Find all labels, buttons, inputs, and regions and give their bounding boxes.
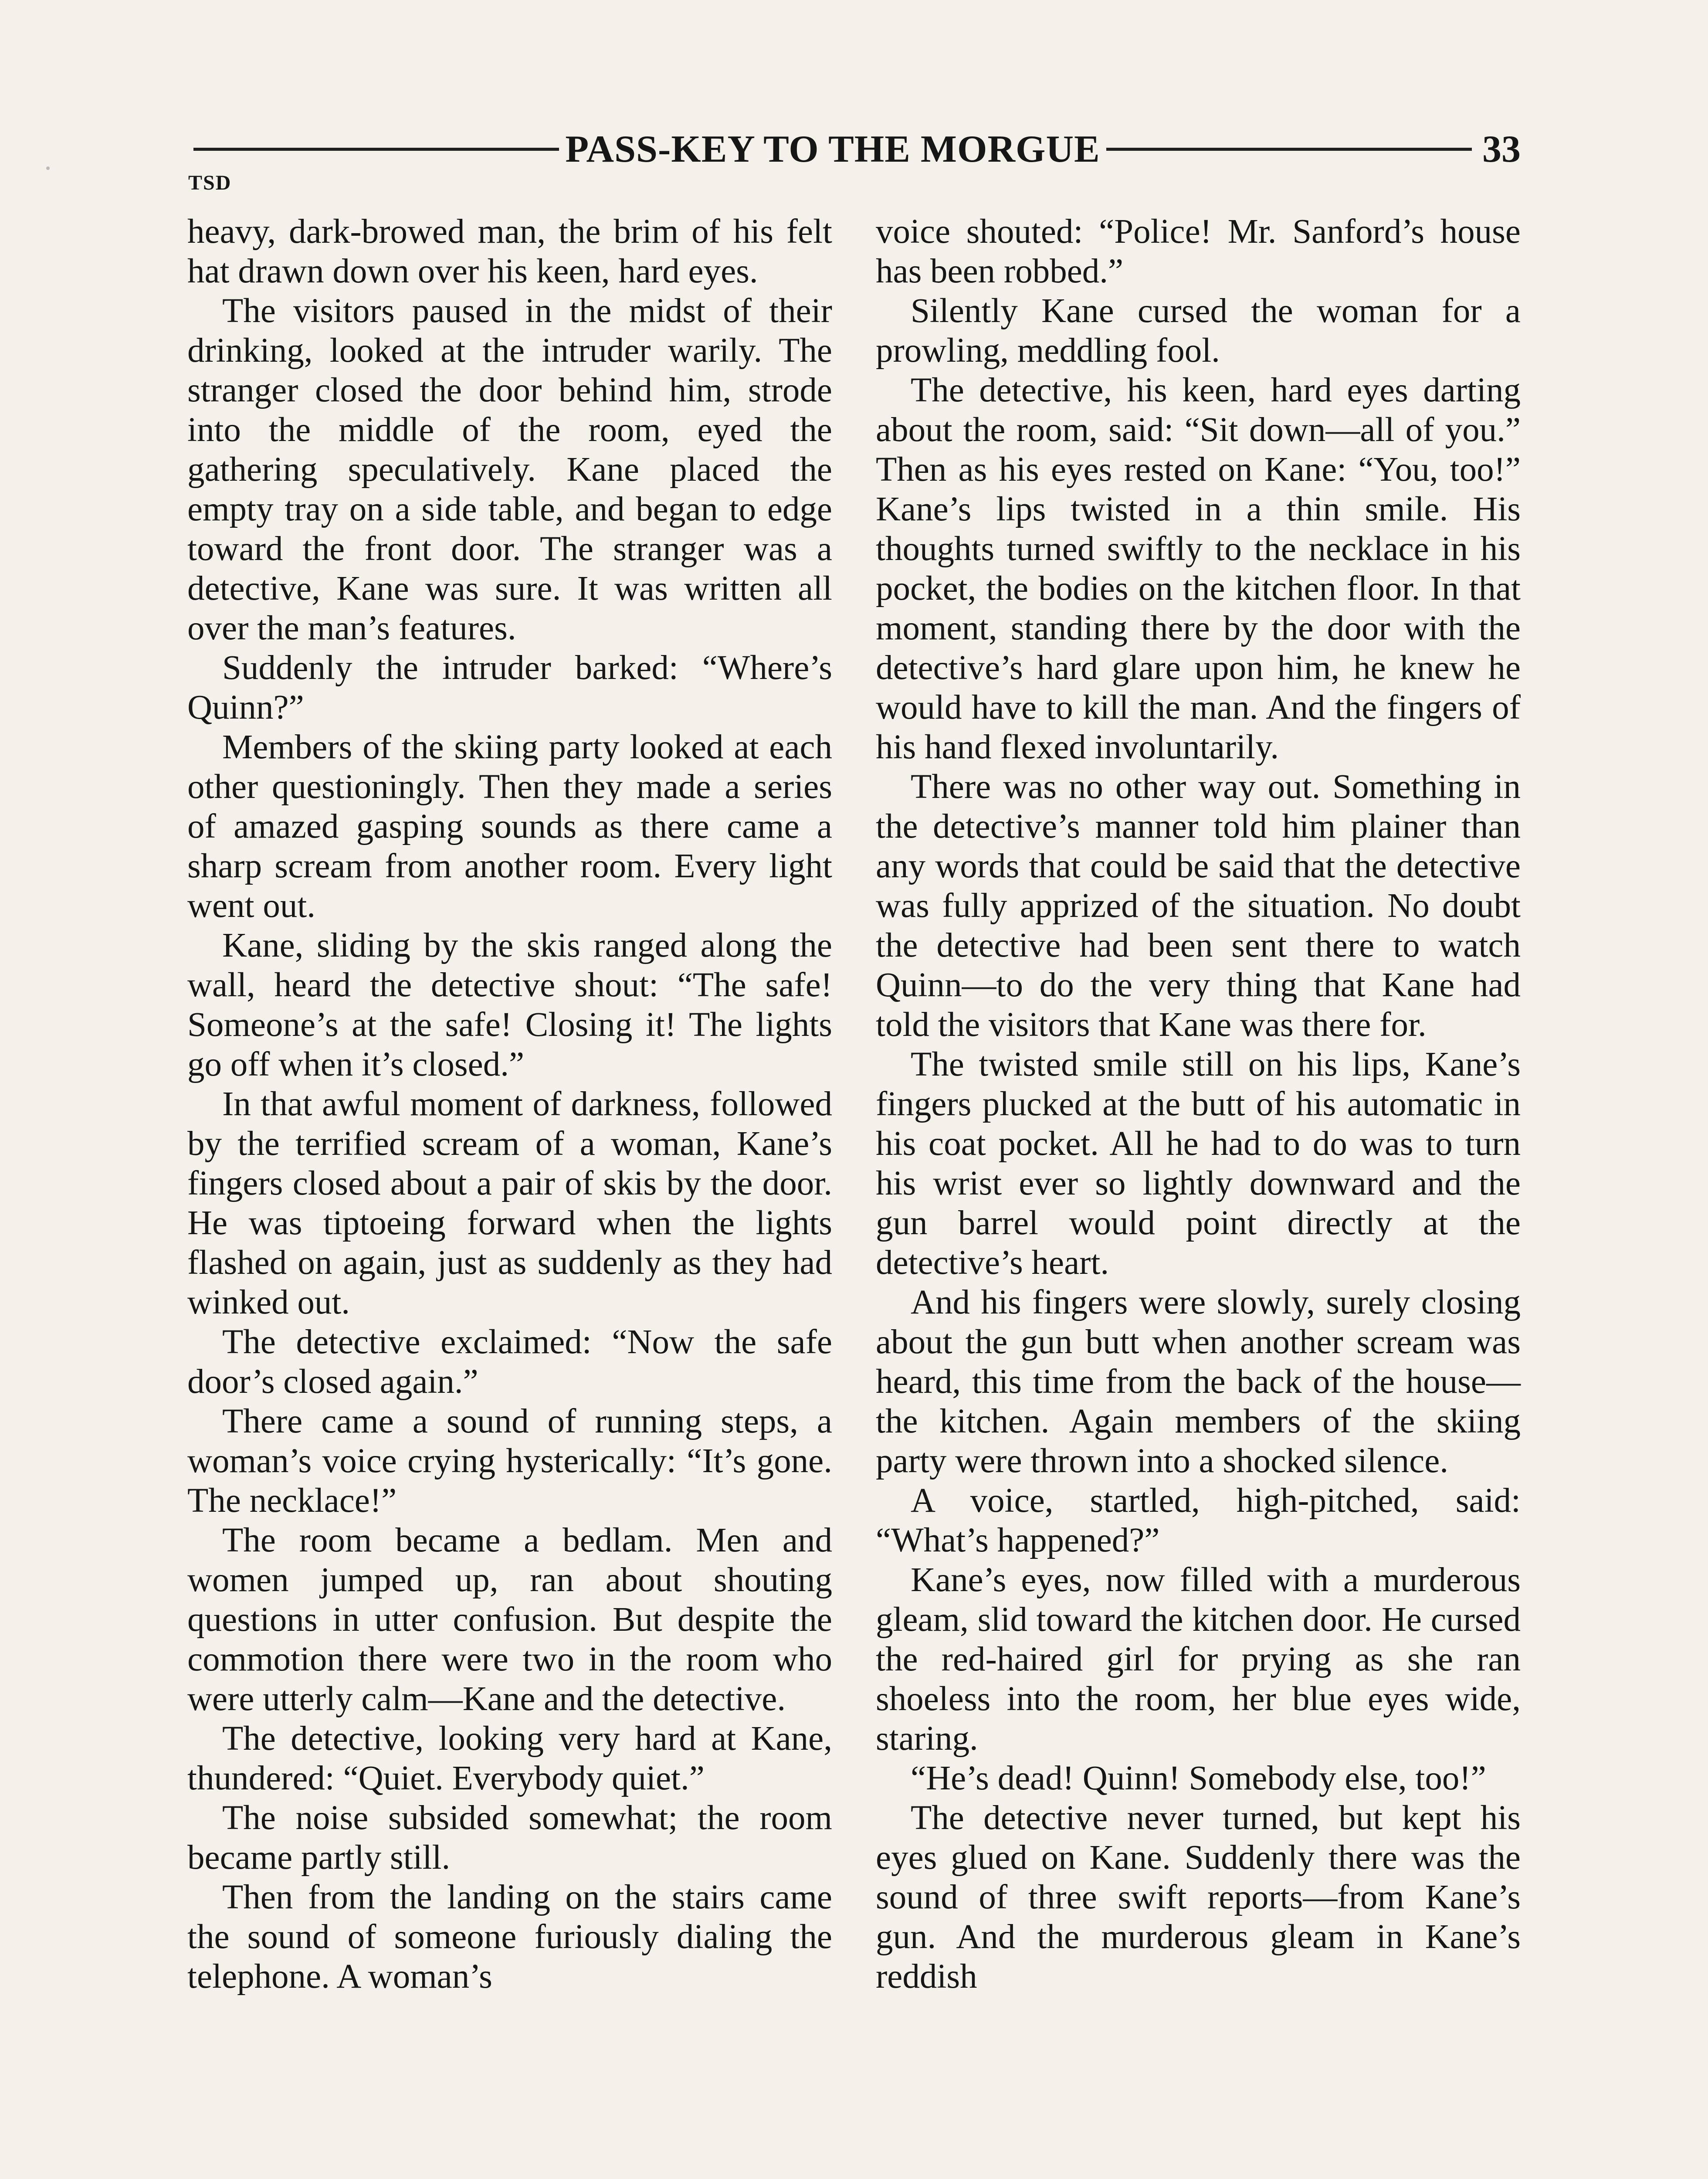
header-rule-left — [193, 148, 559, 151]
left-paragraph: Members of the skiing party looked at each other questioningly. Then they made a series of amazed gasping sounds as there came a sharp scream from another room. Every light went out. — [187, 728, 832, 925]
left-paragraph: In that awful moment of darkness, followed by the terrified scream of a woman, Kane’s fingers closed about a pair of skis by the door. He was tiptoeing forward when the lights flashed on again, just as suddenly as they had winked out. — [187, 1085, 832, 1321]
paper-speck — [46, 166, 50, 170]
left-paragraph: There came a sound of running steps, a woman’s voice crying hysterically: “It’s gone. The necklace!” — [187, 1402, 832, 1520]
right-paragraph: There was no other way out. Something in the detective’s manner told him plainer than any words that could be said that the detective was fully apprized of the situation. No doubt the detective had been sent there to watch Quinn—to do the very thing that Kane had told the visitors that Kane was there for. — [876, 768, 1521, 1044]
left-column — [187, 212, 832, 1996]
right-paragraph: A voice, startled, high-pitched, said: “What’s happened?” — [876, 1482, 1521, 1559]
publisher-tag: TSD — [188, 171, 232, 194]
right-paragraph: “He’s dead! Quinn! Somebody else, too!” — [911, 1759, 1486, 1797]
right-paragraph: Silently Kane cursed the woman for a prowling, meddling fool. — [876, 292, 1521, 370]
header-title: PASS-KEY TO THE MORGUE — [565, 128, 1100, 170]
right-column — [876, 212, 1521, 1996]
left-paragraph: Kane, sliding by the skis ranged along the wall, heard the detective shout: “The safe! Someone’s at the safe! Closing it! The lights go off when it’s closed.” — [187, 927, 832, 1083]
left-paragraph: Then from the landing on the stairs came the sound of someone furiously dialing the telephone. A woman’s — [187, 1878, 832, 1996]
right-paragraph: The twisted smile still on his lips, Kane’s fingers plucked at the butt of his automatic in his coat pocket. All he had to do was to turn his wrist ever so lightly downward and the gun barrel would point directly at the detective’s heart. — [876, 1045, 1521, 1282]
right-paragraph: The detective never turned, but kept his eyes glued on Kane. Suddenly there was the sound of three swift reports—from Kane’s gun. And the murderous gleam in Kane’s reddish — [876, 1799, 1521, 1996]
page-number: 33 — [1482, 128, 1521, 170]
running-header — [187, 123, 1521, 175]
right-paragraph: And his fingers were slowly, surely closing about the gun butt when another scream was heard, this time from the back of the house—the kitchen. Again members of the skiing party were thrown into a shocked silence. — [876, 1283, 1521, 1480]
left-paragraph: heavy, dark-browed man, the brim of his felt hat drawn down over his keen, hard eyes. — [187, 213, 832, 290]
left-paragraph: The visitors paused in the midst of their drinking, looked at the intruder warily. The stranger closed the door behind him, strode into the middle of the room, eyed the gathering speculatively. Kane placed the empty tray on a side table, and began to edge toward the front door. The stranger was a detective, Kane was sure. It was written all over the man’s features. — [187, 292, 832, 647]
left-paragraph: Suddenly the intruder barked: “Where’s Quinn?” — [187, 649, 832, 726]
right-paragraph: voice shouted: “Police! Mr. Sanford’s house has been robbed.” — [876, 213, 1521, 290]
left-paragraph: The detective exclaimed: “Now the safe door’s closed again.” — [187, 1323, 832, 1401]
right-paragraph: The detective, his keen, hard eyes darting about the room, said: “Sit down—all of you.” Then as his eyes rested on Kane: “You, too!” Kane’s lips twisted in a thin smile. His thoughts turned swiftly to the necklace in his pocket, the bodies on the kitchen floor. In that moment, standing there by the door with the detective’s hard glare upon him, he knew he would have to kill the man. And the fingers of his hand flexed involuntarily. — [876, 371, 1521, 766]
right-paragraph: Kane’s eyes, now filled with a murderous gleam, slid toward the kitchen door. He cursed the red-haired girl for prying as she ran shoeless into the room, her blue eyes wide, staring. — [876, 1561, 1521, 1758]
header-rule-right — [1106, 148, 1472, 151]
left-paragraph: The noise subsided somewhat; the room became partly still. — [187, 1799, 832, 1877]
left-paragraph: The detective, looking very hard at Kane, thundered: “Quiet. Everybody quiet.” — [187, 1720, 832, 1797]
left-paragraph: The room became a bedlam. Men and women jumped up, ran about shouting questions in utter confusion. But despite the commotion there were two in the room who were utterly calm—Kane and the detective. — [187, 1521, 832, 1718]
